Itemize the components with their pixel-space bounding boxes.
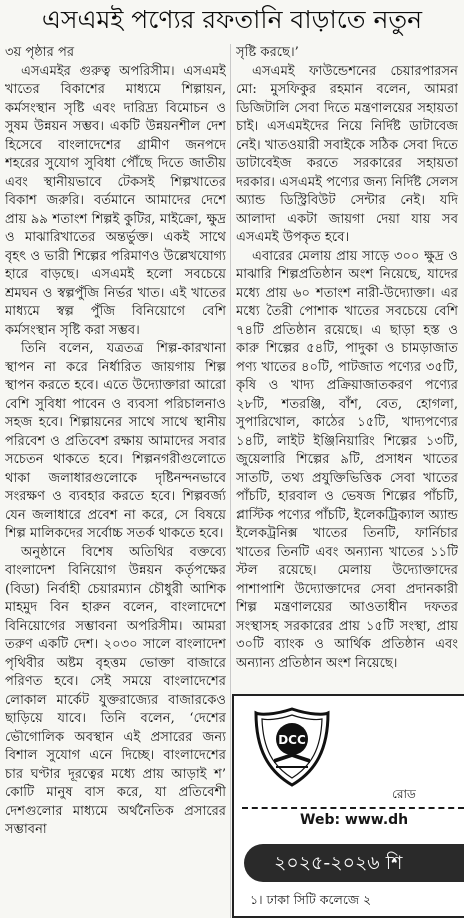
ad-road-text: রোড <box>392 787 416 801</box>
college-logo-text: DCC <box>278 733 306 747</box>
article-paragraph: এবারের মেলায় প্রায় সাড়ে ৩০০ ক্ষুদ্র ও মাঝারি শিল্পপ্রতিষ্ঠান অংশ নিয়েছে, যাদের মধ্যে প্রায় ৬০ শতাংশ নারী-উদ্যোক্তা। এর মধ্যে তৈরী পোশাক খাতের সবচেয়ে বেশি ৭৪টি প্রতিষ্ঠান রয়েছে। এ ছাড়া হস্ত ও কারু শিল্পের ৫৪টি, পাদুকা ও চামড়াজাত পণ্য খাতের ৪০টি, পাটজাত পণ্যের ৩৫টি, কৃষি ও খাদ্য প্রক্রিয়াজাতকরণ পণ্যের ২৮টি, শতরঞ্জি, বাঁশ, বেত, হোগলা, সুপারিখোল, কাঠের ১৫টি, খাদ্যপণ্যের ১৪টি, লাইট ইঞ্জিনিয়ারিং শিল্পের ১৩টি, জুয়েলারি শিল্পের ৯টি, প্রসাধন খাতের সাতটি, তথ্য প্রযুক্তিভিত্তিক সেবা খাতের পাঁচটি, হারবাল ও ভেষজ শিল্পের পাঁচটি, প্লাস্টিক পণ্যের পাঁচটি, ইলেকট্রিক্যাল অ্যান্ড ইলেকট্রনিক্স খাতের তিনটি, ফার্নিচার খাতের তিনটি এবং অন্যান্য খাতের ১১টি স্টল রয়েছে। মেলায় উদ্যোক্তাদের পাশাপাশি উদ্যোক্তাদের সেবা প্রদানকারী শিল্প মন্ত্রণালয়ের আওতাধীন দফতর সংস্থাসহ সরকারের প্রায় ১৫টি সংস্থা, প্রায় ৩০টি ব্যাংক ও আর্থিক প্রতিষ্ঠান এবং অন্যান্য প্রতিষ্ঠান অংশ নিয়েছে। <box>236 248 458 671</box>
article-paragraph: এসএমইর গুরুত্ব অপরিসীম। এসএমই খাতের বিকাশের মাধ্যমে শিল্পায়ন, কর্মসংস্থান সৃষ্টি এবং দারিদ্র্য বিমোচন ও সুষম উন্নয়ন সম্ভব। একটি উন্নয়নশীল দেশ হিসেবে বাংলাদেশের গ্রামীণ জনপদে শহরের সুযোগ সুবিধা পৌঁছে দিতে জাতীয় এবং স্থানীয়ভাবে টেকসই শিল্পখাতের বিকাশ জরুরি। বর্তমানে আমাদের দেশে প্রায় ৯৯ শতাংশ শিল্পই কুটির, মাইক্রো, ক্ষুদ্র ও মাঝারিখাতের অন্তর্ভুক্ত। একই সাথে বৃহৎ ও ভারী শিল্পের পরিমাণও উল্লেখযোগ্য হারে বাড়ছে। এসএমই হলো সবচেয়ে শ্রমঘন ও স্বল্পপুঁজি নির্ভর খাত। এই খাতের মাধ্যমে স্বল্প পুঁজি বিনিয়োগে বেশি কর্মসংস্থান সৃষ্টি করা সম্ভব। <box>5 63 226 338</box>
article-right-column <box>236 44 458 704</box>
ad-website-label[interactable]: Web: www.dh <box>300 812 409 828</box>
article-paragraph: এসএমই ফাউন্ডেশনের চেয়ারপারসন মো: মুসফিকুর রহমান বলেন, আমরা ডিজিটালি সেবা দিতে মন্ত্রণালয়ের সহায়তা চাই। এসএমইদের নিয়ে নির্দিষ্ট ডাটাবেজ নেই। খাতওয়ারী সবাইকে সঠিক সেবা দিতে ডাটাবেইজ করতে সরকারের সহায়তা দরকার। এসএমই পণ্যের জন্য নির্দিষ্ট সেলস অ্যান্ড ডিস্ট্রিবিউট সেন্টার নেই। যদি আলাদা একটা জায়গা দেয়া যায় সব এসএমই উপকৃত হবে। <box>236 63 458 245</box>
continued-from-note: ৩য় পৃষ্ঠার পর <box>5 45 75 60</box>
article-paragraph: তিনি বলেন, যত্রতত্র শিল্প-কারখানা স্থাপন না করে নির্ধারিত জায়গায় শিল্প স্থাপন করতে হবে। এতে উদ্যোক্তারা আরো বেশি সুবিধা পাবেন ও ব্যবসা পরিচালনাও সহজ হবে। শিল্পায়নের সাথে সাথে স্থানীয় পরিবেশ ও প্রতিবেশ রক্ষায় আমাদের সবার সচেতন থাকতে হবে। শিল্পনগরীগুলোতে থাকা জলাধারগুলোকে দৃষ্টিনন্দনভাবে সংরক্ষণ ও ব্যবহার করতে হবে। শিল্পবর্জ্য যেন জলাধারে প্রবেশ না করে, সে বিষয়ে শিল্প মালিকদের সর্বোচ্চ সতর্ক থাকতে হবে। <box>5 341 226 541</box>
ad-divider <box>242 807 464 809</box>
article-left-column <box>5 44 226 918</box>
article-paragraph: অনুষ্ঠানে বিশেষ অতিথির বক্তব্যে বাংলাদেশ বিনিয়োগ উন্নয়ন কর্তৃপক্ষের (বিডা) নির্বাহী চেয়ারম্যান চৌধুরী আশিক মাহমুদ বিন হারুন বলেন, বাংলাদেশে বিনিয়োগের সম্ভাবনা অপরিসীম। আমরা তরুণ একটি দেশ। ২০৩০ সালে বাংলাদেশ পৃথিবীর অষ্টম বৃহত্তম ভোক্তা বাজারে পরিণত হবে। সেই সময়ে বাংলাদেশের লোকাল মার্কেট যুক্তরাজ্যের বাজারকেও ছাড়িয়ে যাবে। তিনি বলেন, ‘দেশের ভৌগোলিক অবস্থান এই প্রসারের জন্য বিশাল সুযোগ এনে দিচ্ছে। বাংলাদেশের চার ঘণ্টার দূরত্বের মধ্যে প্রায় আড়াই শ’ কোটি মানুষ বাস করে, যা প্রতিবেশী দেশগুলোর মাধ্যমে অর্থনৈতিক প্রসারের সম্ভাবনা <box>5 544 226 837</box>
ad-website[interactable] <box>300 812 408 828</box>
column-divider <box>230 44 231 918</box>
headline: এসএমই পণ্যের রফতানি বাড়াতে নতুন <box>41 5 423 34</box>
college-advertisement[interactable] <box>232 694 464 918</box>
ad-list-item: ১। ঢাকা সিটি কলেজে ২ <box>250 892 372 907</box>
ad-session-banner: ২০২৫-২০২৬ শি <box>244 844 464 882</box>
article-paragraph: সৃষ্টি করছে।’ <box>236 45 299 60</box>
college-logo-icon <box>250 705 334 789</box>
